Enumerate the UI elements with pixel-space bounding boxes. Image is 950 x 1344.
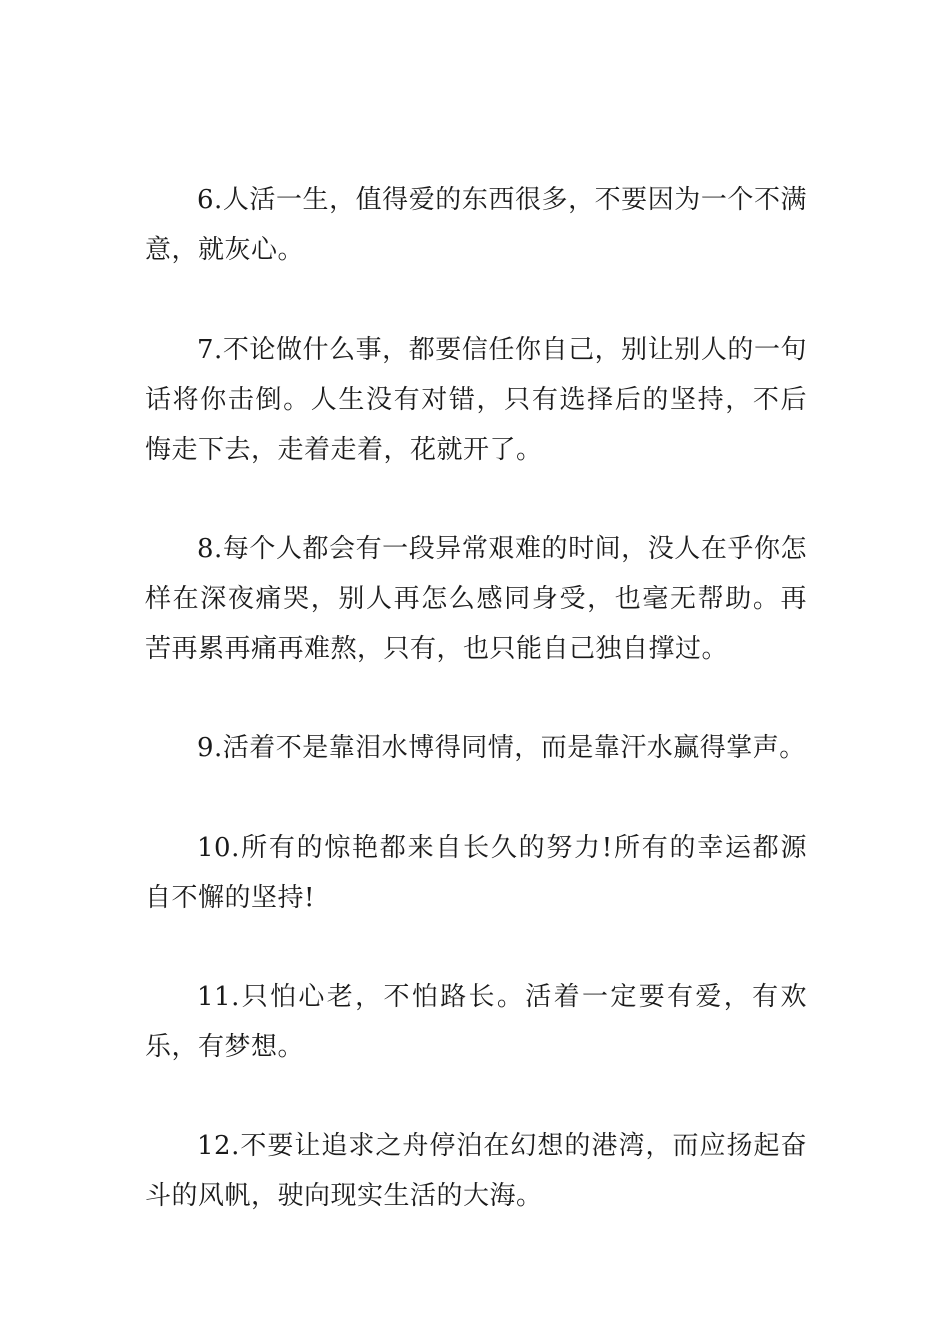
quote-paragraph-6: 6.人活一生，值得爱的东西很多，不要因为一个不满意，就灰心。 <box>145 185 807 265</box>
quote-paragraph-9: 9.活着不是靠泪水博得同情，而是靠汗水赢得掌声。 <box>197 733 806 763</box>
quote-paragraph-8: 8.每个人都会有一段异常艰难的时间，没人在乎你怎样在深夜痛哭，别人再怎么感同身受，也毫无帮助。再苦再累再痛再难熬，只有，也只能自己独自撑过。 <box>145 534 807 664</box>
quote-paragraph-12: 12.不要让追求之舟停泊在幻想的港湾，而应扬起奋斗的风帆，驶向现实生活的大海。 <box>145 1131 807 1211</box>
quote-paragraph-10: 10.所有的惊艳都来自长久的努力!所有的幸运都源自不懈的坚持! <box>145 833 807 913</box>
quote-paragraph-11: 11.只怕心老，不怕路长。活着一定要有爱，有欢乐，有梦想。 <box>145 982 807 1062</box>
quote-paragraph-7: 7.不论做什么事，都要信任你自己，别让别人的一句话将你击倒。人生没有对错，只有选择后的坚持，不后悔走下去，走着走着，花就开了。 <box>145 335 807 465</box>
